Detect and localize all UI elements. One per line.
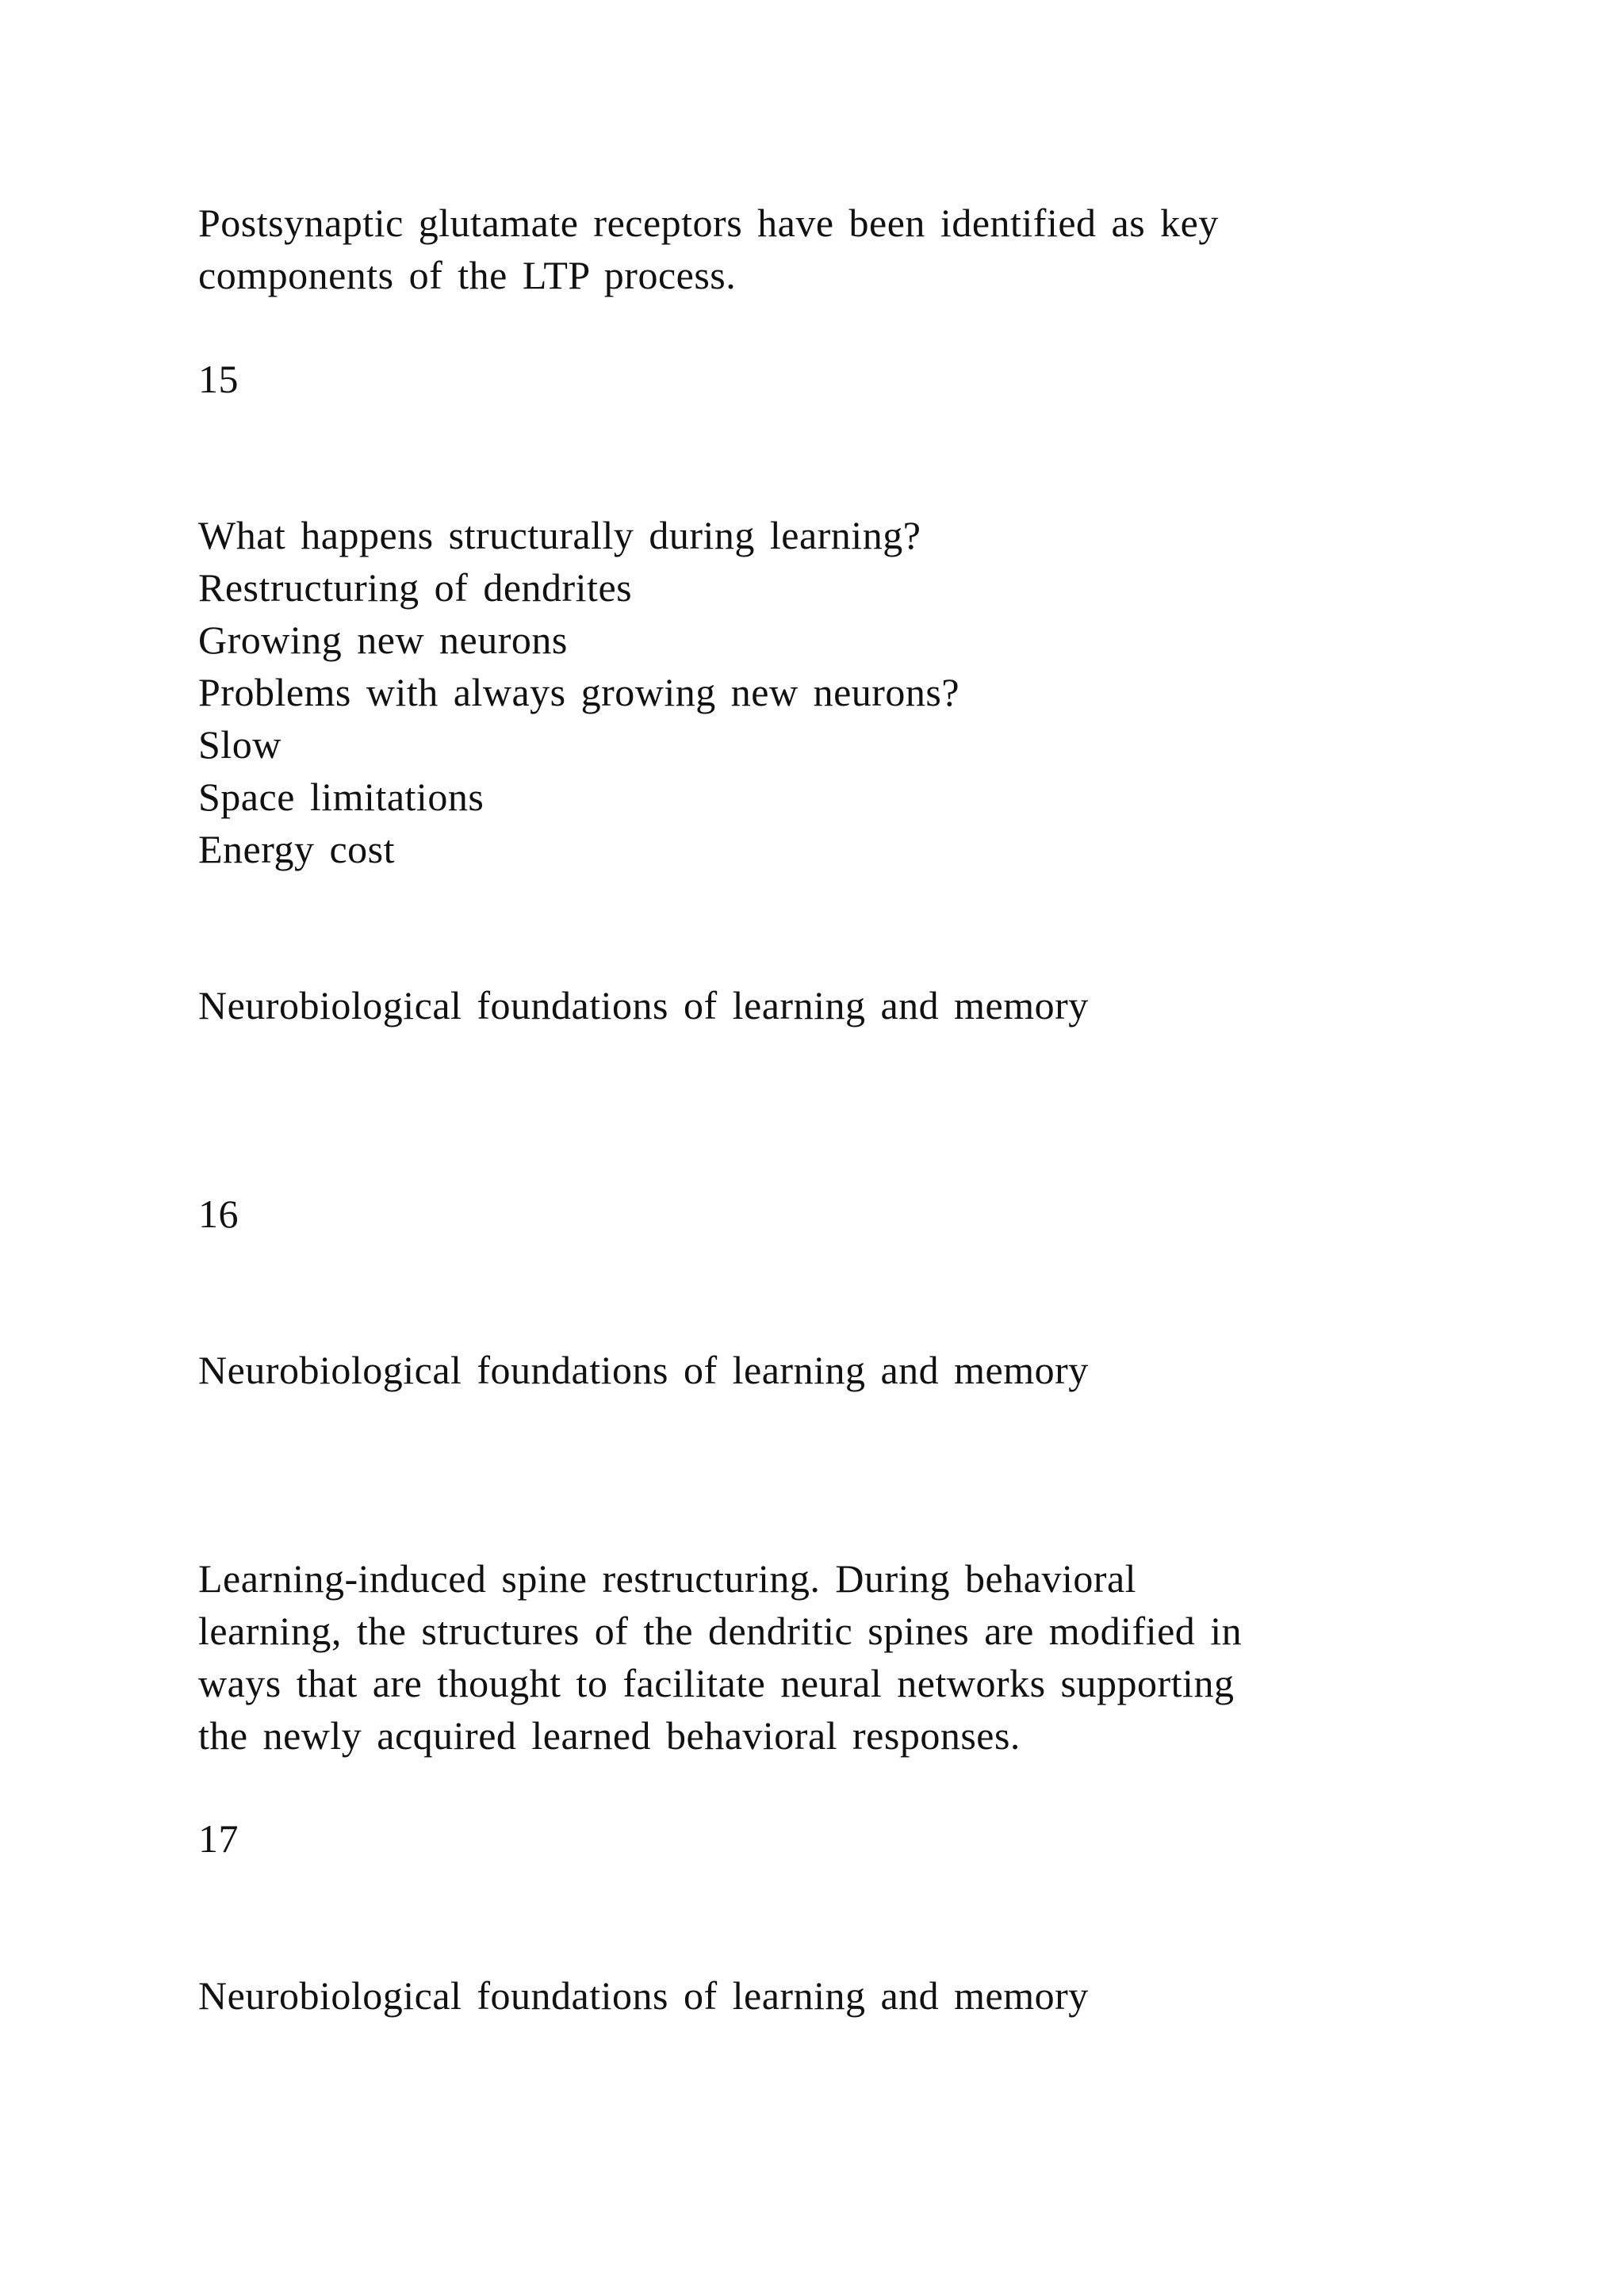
page-number: 16 xyxy=(198,1192,239,1236)
slide-footer: Neurobiological foundations of learning and memory xyxy=(198,983,1089,1027)
page-number: 15 xyxy=(198,357,239,401)
paragraph-line: components of the LTP process. xyxy=(198,253,737,297)
paragraph-line: Learning-induced spine restructuring. During behavioral xyxy=(198,1556,1137,1601)
question-line: Problems with always growing new neurons? xyxy=(198,670,960,714)
slide-footer: Neurobiological foundations of learning and memory xyxy=(198,1973,1089,2018)
slide-footer: Neurobiological foundations of learning and memory xyxy=(198,1348,1089,1392)
list-item: Growing new neurons xyxy=(198,618,568,662)
question-line: What happens structurally during learning? xyxy=(198,513,921,557)
list-item: Restructuring of dendrites xyxy=(198,565,633,610)
paragraph-line: Postsynaptic glutamate receptors have been identified as key xyxy=(198,201,1219,245)
list-item: Space limitations xyxy=(198,775,485,819)
paragraph-line: learning, the structures of the dendritic spines are modified in xyxy=(198,1609,1243,1653)
page-number: 17 xyxy=(198,1816,239,1861)
list-item: Slow xyxy=(198,722,282,767)
list-item: Energy cost xyxy=(198,827,396,871)
paragraph-line: the newly acquired learned behavioral responses. xyxy=(198,1713,1021,1758)
paragraph-line: ways that are thought to facilitate neural networks supporting xyxy=(198,1661,1235,1705)
